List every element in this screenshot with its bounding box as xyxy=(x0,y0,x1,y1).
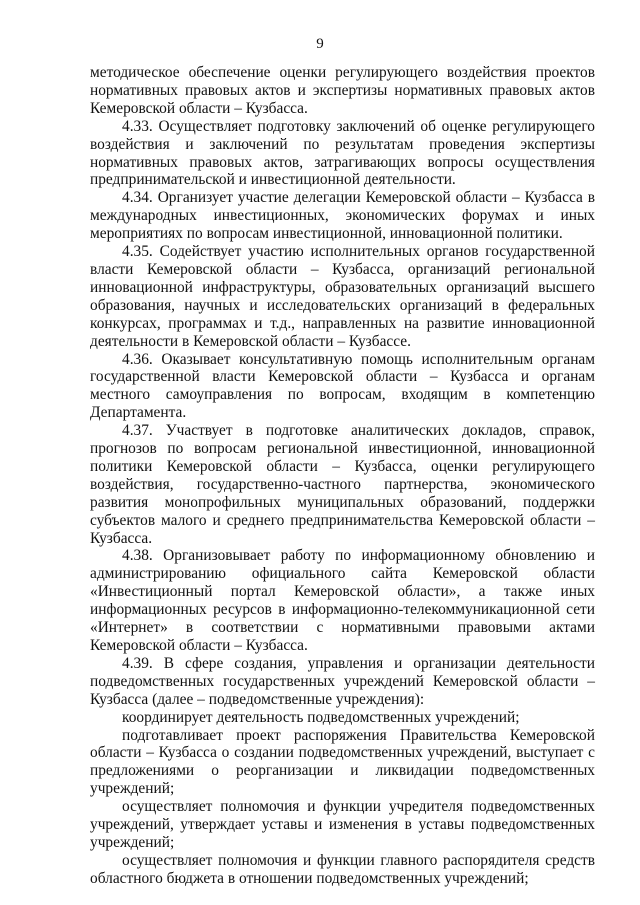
paragraph-item-draft-order: подготавливает проект распоряжения Правительства Кемеровской области – Кузбасса о создании подведомственных учреждений, выступает с предложениями о реорганизации и ликвидации подведомственных учреждений; xyxy=(90,726,595,798)
paragraph-4-35: 4.35. Содействует участию исполнительных органов государственной власти Кемеровской области – Кузбасса, организаций региональной инновационной инфраструктуры, образовательных организаций высшего образования, научных и исследовательских организаций в федеральных конкурсах, программах и т.д., направленных на развитие инновационной деятельности в Кемеровской области – Кузбассе. xyxy=(90,243,595,350)
paragraph-continuation: методическое обеспечение оценки регулирующего воздействия проектов нормативных правовых актов и экспертизы нормативных правовых актов Кемеровской области – Кузбасса. xyxy=(90,64,595,117)
paragraph-4-33: 4.33. Осуществляет подготовку заключений об оценке регулирующего воздействия и заключений по результатам проведения экспертизы нормативных правовых актов, затрагивающих вопросы осуществления предпринимательской и инвестиционной деятельности. xyxy=(90,117,595,189)
document-body xyxy=(90,64,595,888)
paragraph-item-coordination: координирует деятельность подведомственных учреждений; xyxy=(122,708,520,726)
paragraph-4-38: 4.38. Организовывает работу по информационному обновлению и администрированию официального сайта Кемеровской области «Инвестиционный портал Кемеровской области», а также иных информационных ресурсов в информационно-телекоммуникационной сети «Интернет» в соответствии с нормативными правовыми актами Кемеровской области – Кузбасса. xyxy=(90,547,595,654)
paragraph-item-budget-manager: осуществляет полномочия и функции главного распорядителя средств областного бюджета в отношении подведомственных учреждений; xyxy=(90,851,595,887)
paragraph-4-34: 4.34. Организует участие делегации Кемеровской области – Кузбасса в международных инвестиционных, экономических форумах и иных мероприятиях по вопросам инвестиционной, инновационной политики. xyxy=(90,189,595,243)
page-number: 9 xyxy=(316,36,324,52)
paragraph-4-37: 4.37. Участвует в подготовке аналитических докладов, справок, прогнозов по вопросам региональной инвестиционной, инновационной политики Кемеровской области – Кузбасса, оценки регулирующего воздействия, государственно-частного партнерства, экономического развития монопрофильных муниципальных образований, поддержки субъектов малого и среднего предпринимательства Кемеровской области – Кузбасса. xyxy=(90,422,595,547)
paragraph-4-39: 4.39. В сфере создания, управления и организации деятельности подведомственных государственных учреждений Кемеровской области – Кузбасса (далее – подведомственные учреждения): xyxy=(90,654,595,708)
paragraph-4-36: 4.36. Оказывает консультативную помощь исполнительным органам государственной власти Кемеровской области – Кузбасса и органам местного самоуправления по вопросам, входящим в компетенцию Департамента. xyxy=(90,350,595,422)
paragraph-item-founder-powers: осуществляет полномочия и функции учредителя подведомственных учреждений, утверждает уставы и изменения в уставы подведомственных учреждений; xyxy=(90,798,595,851)
